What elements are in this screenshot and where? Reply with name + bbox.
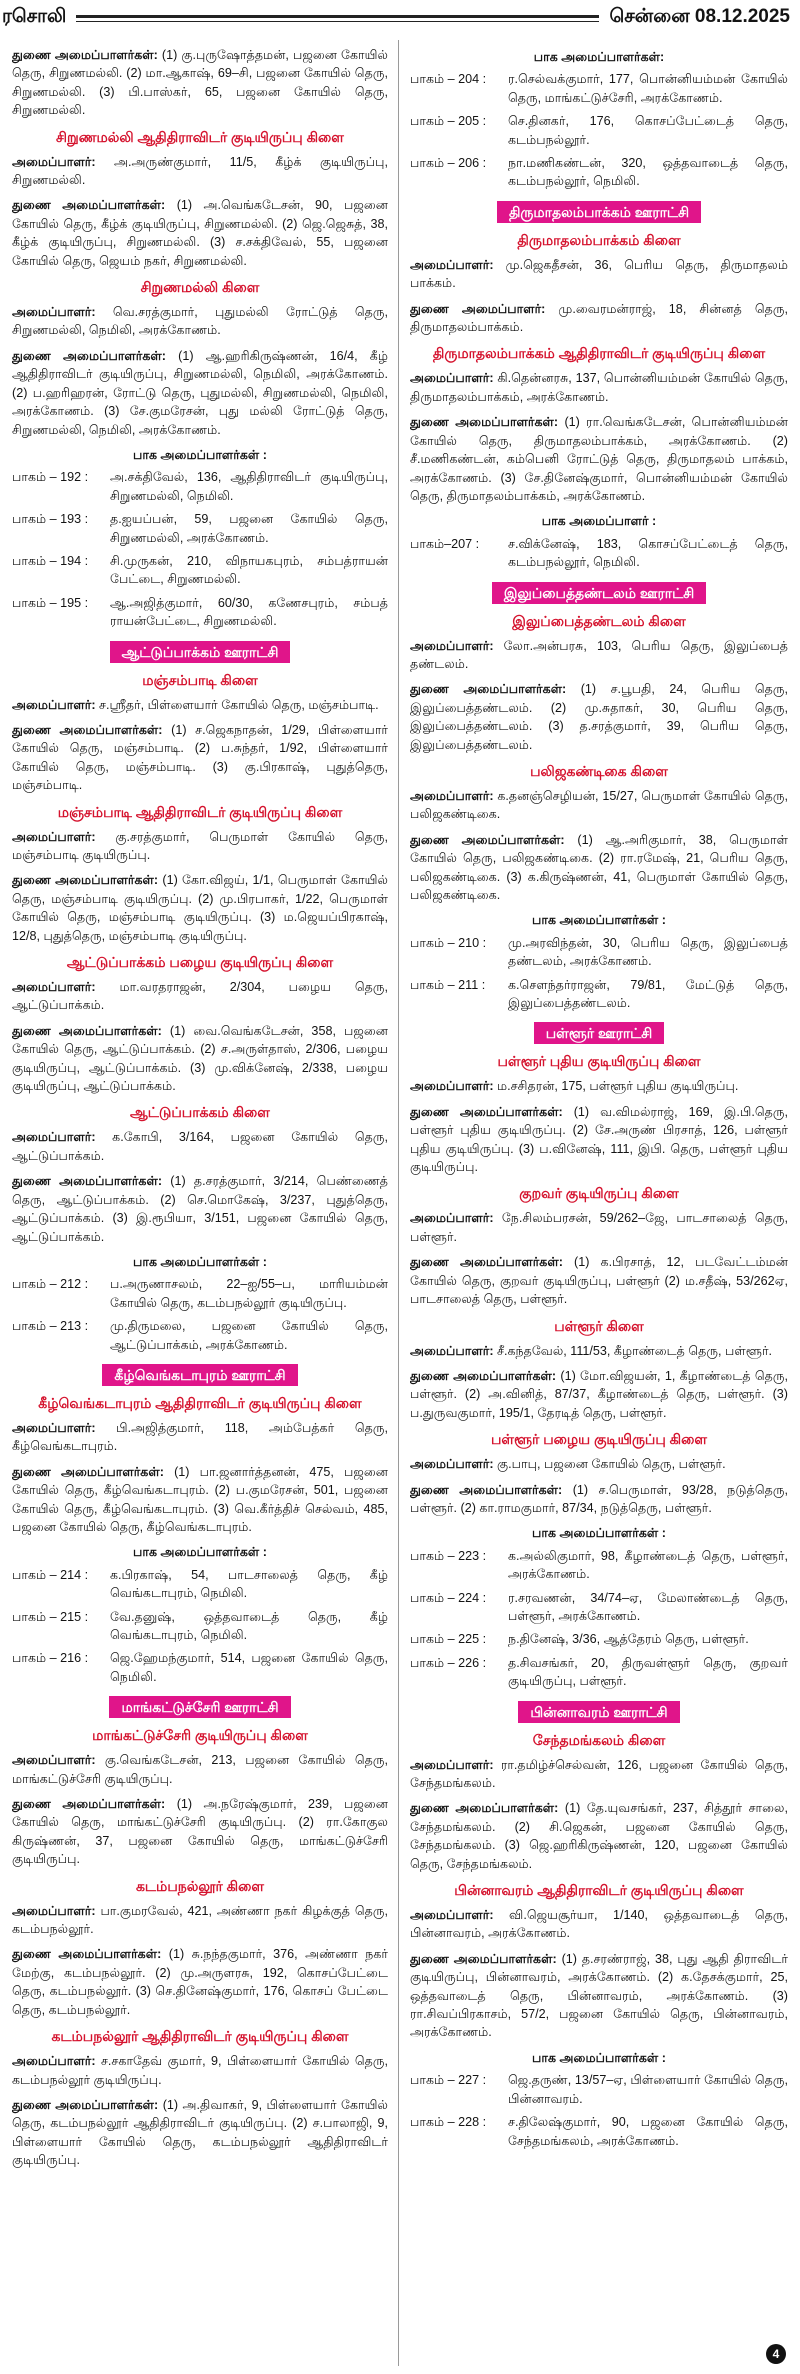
- entry-label: அமைப்பாளர்:: [410, 257, 494, 272]
- booth-organiser: க.சௌந்தர்ராஜன், 79/81, மேட்டுத் தெரு, இலுப்பைத்தண்டலம்.: [508, 977, 788, 1011]
- organiser-entry: [410, 637, 788, 674]
- entry-text: பி.அஜித்குமார், 118, அம்பேத்கர் தெரு, கீழ்வெங்கடாபுரம்.: [12, 1420, 388, 1454]
- booth-number: பாகம் – 224 :: [410, 1590, 487, 1605]
- organiser-entry: [410, 1103, 788, 1177]
- organiser-entry: [12, 1751, 388, 1788]
- branch-heading: பலிஜகண்டிகை கிளை: [530, 762, 668, 779]
- entry-label: அமைப்பாளர்:: [12, 1753, 96, 1768]
- column-divider: [398, 40, 399, 2366]
- entry-text: (1) க.பிரசாத், 12, படவேட்டம்மன் கோயில் தெரு, குறவர் குடியிருப்பு, பள்ளூர் (2) ம.சதீஷ், 53/262ஏ, பாடசாலைத் தெரு, பள்ளூர்.: [410, 1255, 788, 1307]
- booth-organiser: ச.விக்னேஷ், 183, கொசப்பேட்டைத் தெரு, கடம்பநல்லூர், நெமிலி.: [508, 536, 788, 570]
- panchayat-heading: பள்ளூர் ஊராட்சி: [534, 1022, 665, 1044]
- panchayat-heading: இலுப்பைத்தண்டலம் ஊராட்சி: [492, 582, 706, 604]
- entry-text: (1) ச.பூபதி, 24, பெரிய தெரு, இலுப்பைத்தண்டலம். (2) மு.சுதாகர், 30, பெரிய தெரு, இலுப்பைத்தண்டலம். (3) த.சரத்குமார், 39, பெரிய தெரு, இலுப்பைத்தண்டலம்.: [410, 682, 788, 752]
- entry-text: அ.அருண்குமார், 11/5, கீழ்க் குடியிருப்பு, சிறுணமல்லி.: [12, 154, 388, 188]
- booth-number: பாகம் – 204 :: [410, 72, 487, 87]
- organiser-entry: [410, 1906, 788, 1943]
- organiser-entry: [410, 1253, 788, 1308]
- panchayat-heading: மாங்கட்டுச்சேரி ஊராட்சி: [109, 1696, 290, 1718]
- booth-organiser: ர.சரவணன், 34/74–ஏ, மேலாண்டைத் தெரு, பள்ளூர், அரக்கோணம்.: [508, 1590, 788, 1623]
- branch-heading: மாங்கட்டுச்சேரி குடியிருப்பு கிளை: [92, 1727, 308, 1744]
- booth-number: பாகம் – 192 :: [12, 470, 89, 485]
- entry-label: துணை அமைப்பாளர்கள்:: [410, 1951, 557, 1966]
- panchayat-heading: ஆட்டுப்பாக்கம் ஊராட்சி: [110, 641, 291, 663]
- booth-number: பாகம் – 214 :: [12, 1567, 89, 1582]
- booth-number: பாகம் – 195 :: [12, 595, 89, 610]
- organiser-entry: [410, 413, 788, 505]
- entry-text: க.கோபி, 3/164, பஜனை கோயில் தெரு, ஆட்டுப்பாக்கம்.: [12, 1130, 388, 1163]
- organiser-entry: [12, 978, 388, 1015]
- entry-text: (1) ச.ஜெகநாதன், 1/29, பிள்ளையார் கோயில் தெரு, மஞ்சம்பாடி. (2) ப.சுந்தர், 1/92, பிள்ளையார் கோயில் தெரு, மஞ்சம்பாடி. (3) கு.பிரகாஷ், புதுத்தெரு, மஞ்சம்பாடி.: [12, 722, 388, 793]
- branch-heading: மஞ்சம்பாடி ஆதிதிராவிடர் குடியிருப்பு கிளை: [57, 803, 343, 820]
- branch-heading: மஞ்சம்பாடி கிளை: [142, 671, 258, 688]
- entry-text: (1) அ.நரேஷ்குமார், 239, பஜனை கோயில் தெரு, மாங்கட்டுச்சேரி குடியிருப்பு. (2) ரா.கோகுல கிருஷ்ணன், 37, பஜனை கோயில் தெரு, மாங்கட்டுச்சேரி குடியிருப்பு.: [12, 1797, 388, 1867]
- panchayat-heading: திருமாதலம்பாக்கம் ஊராட்சி: [497, 201, 701, 223]
- booth-organiser: ஜெ.தருண், 13/57–ஏ, பிள்ளையார் கோயில் தெரு, பின்னாவரம்.: [508, 2073, 788, 2106]
- booth-organiser: ஆ.அஜித்குமார், 60/30, கணேசபுரம், சம்பத் ராயன்பேட்டை, சிறுணமல்லி.: [110, 595, 388, 629]
- booth-number: பாகம் – 205 :: [410, 114, 487, 129]
- entry-text: கு.பாபு, பஜனை கோயில் தெரு, பள்ளூர்.: [497, 1457, 726, 1472]
- entry-label: துணை அமைப்பாளர்கள்:: [410, 1368, 557, 1383]
- organiser-entry: [410, 1342, 788, 1360]
- booth-number: பாகம் – 216 :: [12, 1651, 89, 1666]
- entry-label: அமைப்பாளர்:: [410, 1908, 494, 1923]
- branch-heading: பள்ளூர் புதிய குடியிருப்பு கிளை: [497, 1053, 701, 1070]
- booth-organiser-row: [410, 1589, 788, 1626]
- booth-organiser-row: [12, 594, 388, 631]
- booth-organisers-heading: பாக அமைப்பாளர்கள் :: [532, 1526, 666, 1541]
- booth-organiser: மு.திருமலை, பஜனை கோயில் தெரு, ஆட்டுப்பாக்கம், அரக்கோணம்.: [110, 1319, 388, 1352]
- organiser-entry: [12, 1022, 388, 1096]
- booth-organiser-row: [12, 510, 388, 547]
- booth-organisers-heading: பாக அமைப்பாளர் :: [541, 514, 657, 529]
- entry-text: க.தனஞ்செழியன், 15/27, பெருமாள் கோயில் தெரு, பலிஜகண்டிகை.: [410, 788, 788, 822]
- organiser-entry: [12, 828, 388, 865]
- organiser-entry: [410, 1799, 788, 1873]
- booth-number: பாகம் – 213 :: [12, 1319, 89, 1334]
- booth-organiser-row: [12, 552, 388, 589]
- entry-label: துணை அமைப்பாளர்கள்:: [12, 1464, 164, 1479]
- organiser-entry: [12, 1128, 388, 1165]
- entry-label: அமைப்பாளர்:: [410, 1079, 494, 1094]
- booth-organiser: நா.மணிகண்டன், 320, ஒத்தவாடைத் தெரு, கடம்பநல்லூர், நெமிலி.: [508, 156, 788, 189]
- entry-text: மா.வரதராஜன், 2/304, பழைய தெரு, ஆட்டுப்பாக்கம்.: [12, 980, 388, 1013]
- organiser-entry: [12, 1902, 388, 1939]
- entry-label: அமைப்பாளர்:: [410, 1457, 494, 1472]
- branch-heading: சிறுணமல்லி ஆதிதிராவிடர் குடியிருப்பு கிளை: [56, 128, 344, 145]
- organiser-entry: [410, 680, 788, 754]
- entry-label: துணை அமைப்பாளர்கள்:: [12, 1797, 166, 1812]
- entry-text: சீ.கந்தவேல், 111/53, கீழாண்டைத் தெரு, பள்ளூர்.: [497, 1343, 773, 1358]
- entry-text: பா.குமரவேல், 421, அண்ணா நகர் கிழக்குத் தெரு, கடம்பநல்லூர்.: [12, 1903, 388, 1937]
- entry-label: அமைப்பாளர்:: [12, 154, 96, 169]
- booth-number: பாகம் – 223 :: [410, 1548, 487, 1563]
- entry-text: மு.வைரமன்ராஜ், 18, சின்னத் தெரு, திருமாதலம்பாக்கம்.: [410, 301, 788, 335]
- entry-label: துணை அமைப்பாளர்கள்:: [12, 2097, 159, 2112]
- branch-heading: பின்னாவரம் ஆதிதிராவிடர் குடியிருப்பு கிளை: [454, 1882, 744, 1899]
- entry-text: ச.சகாதேவ் குமார், 9, பிள்ளையார் கோயில் தெரு, கடம்பநல்லூர் குடியிருப்பு.: [12, 2054, 388, 2087]
- booth-organiser-row: [12, 1566, 388, 1603]
- organiser-entry: [410, 1209, 788, 1246]
- entry-text: வெ.சரத்குமார், புதுமல்லி ரோட்டுத் தெரு, சிறுணமல்லி, நெமிலி, அரக்கோணம்.: [12, 305, 388, 338]
- organiser-entry: [410, 1950, 788, 2042]
- booth-organisers-heading: பாக அமைப்பாளர்கள் :: [133, 1254, 267, 1269]
- organiser-entry: [12, 1945, 388, 2019]
- entry-label: அமைப்பாளர்:: [12, 305, 96, 320]
- organiser-entry: [12, 196, 388, 270]
- entry-text: (1) ஆ.அரிகுமார், 38, பெருமாள் கோயில் தெரு, பலிஜகண்டிகை. (2) ரா.ரமேஷ், 21, பெரிய தெரு, பலிஜகண்டிகை. (3) க.கிருஷ்ணன், 41, பெருமாள் கோயில் தெரு, பலிஜகண்டிகை.: [410, 832, 788, 902]
- entry-text: நே.சிலம்பரசன், 59/262–ஜே, பாடசாலைத் தெரு, பள்ளூர்.: [410, 1211, 788, 1244]
- booth-organiser: த.சிவசங்கர், 20, திருவள்ளூர் தெரு, குறவர் குடியிருப்பு, பள்ளூர்.: [508, 1655, 788, 1689]
- booth-organisers-heading: பாக அமைப்பாளர்கள் :: [532, 2050, 666, 2065]
- booth-organisers-heading: பாக அமைப்பாளர்கள் :: [133, 1545, 267, 1560]
- entry-text: (1) அ.திவாகர், 9, பிள்ளையார் கோயில் தெரு, கடம்பநல்லூர் ஆதிதிராவிடர் குடியிருப்பு. (2) ச.பாலாஜி, 9, பிள்ளையார் கோயில் தெரு, கடம்பநல்லூர் ஆதிதிராவிடர் குடியிருப்பு.: [12, 2097, 388, 2168]
- booth-organiser: ப.அருணாசலம், 22–ஐ/55–ப, மாரியம்மன் கோயில் தெரு, கடம்பநல்லூர் குடியிருப்பு.: [110, 1277, 388, 1310]
- booth-organiser-row: [12, 468, 388, 505]
- masthead-title: ரசொலி: [2, 6, 67, 27]
- panchayat-heading: பின்னாவரம் ஊராட்சி: [518, 1701, 679, 1723]
- entry-label: துணை அமைப்பாளர்கள்:: [12, 1174, 163, 1189]
- branch-heading: கடம்பநல்லூர் ஆதிதிராவிடர் குடியிருப்பு கிளை: [51, 2028, 349, 2045]
- entry-label: அமைப்பாளர்:: [410, 371, 494, 386]
- entry-label: அமைப்பாளர்:: [12, 1903, 96, 1918]
- entry-label: துணை அமைப்பாளர்கள்:: [410, 1801, 559, 1816]
- organiser-entry: [410, 1481, 788, 1518]
- booth-organiser-row: [12, 1275, 388, 1312]
- page-number: 4: [766, 2344, 786, 2364]
- organiser-entry: [410, 300, 788, 337]
- newspaper-masthead: [0, 0, 800, 36]
- entry-label: துணை அமைப்பாளர்கள்:: [410, 1255, 563, 1270]
- entry-label: அமைப்பாளர்:: [410, 638, 494, 653]
- entry-text: மு.ஜெகதீசன், 36, பெரிய தெரு, திருமாதலம் பாக்கம்.: [410, 257, 788, 291]
- booth-number: பாகம் – 193 :: [12, 512, 89, 527]
- booth-organiser-row: [410, 1654, 788, 1691]
- booth-organiser-row: [410, 2071, 788, 2108]
- booth-organiser-row: [410, 934, 788, 971]
- booth-organiser-row: [12, 1649, 388, 1686]
- booth-organiser: க.அல்லிகுமார், 98, கீழாண்டைத் தெரு, பள்ளூர், அரக்கோணம்.: [508, 1548, 788, 1582]
- entry-label: அமைப்பாளர்:: [410, 788, 494, 803]
- entry-label: துணை அமைப்பாளர்கள்:: [410, 832, 565, 847]
- entry-label: அமைப்பாளர்:: [12, 1420, 96, 1435]
- booth-organiser: மு.அரவிந்தன், 30, பெரிய தெரு, இலுப்பைத் தண்டலம், அரக்கோணம்.: [508, 935, 788, 969]
- branch-heading: குறவர் குடியிருப்பு கிளை: [519, 1185, 679, 1202]
- branch-heading: பள்ளூர் கிளை: [554, 1317, 644, 1334]
- branch-heading: பள்ளூர் பழைய குடியிருப்பு கிளை: [490, 1431, 707, 1448]
- entry-label: அமைப்பாளர்:: [12, 980, 96, 995]
- booth-organisers-heading: பாக அமைப்பாளர்கள்:: [533, 50, 665, 64]
- booth-number: பாகம் – 194 :: [12, 553, 89, 568]
- booth-organiser: சி.முருகன், 210, விநாயகபுரம், சம்பத்ராயன் பேட்டை, சிறுணமல்லி.: [110, 553, 388, 587]
- branch-heading: கீழ்வெங்கடாபுரம் ஆதிதிராவிடர் குடியிருப்பு கிளை: [38, 1394, 362, 1411]
- entry-label: அமைப்பாளர்:: [12, 829, 96, 844]
- booth-organiser-row: [410, 112, 788, 149]
- branch-heading: திருமாதலம்பாக்கம் கிளை: [517, 231, 681, 248]
- entry-text: (1) த.சரண்ராஜ், 38, புது ஆதி திராவிடர் குடியிருப்பு, பின்னாவரம், அரக்கோணம். (2) க.தேசக்குமார், 25, ஒத்தவாடைத் தெரு, பின்னாவரம், அரக்கோணம். (3) ரா.சிவப்பிரகாசம், 57/2, பஜனை கோயில் தெரு, பின்னாவரம், அரக்கோணம்.: [410, 1951, 788, 2040]
- organiser-entry: [410, 787, 788, 824]
- entry-text: (1) பா.ஜனார்த்தனன், 475, பஜனை கோயில் தெரு, கீழ்வெங்கடாபுரம். (2) ப.குமரேசன், 501, பஜனை கோயில் தெரு, கீழ்வெங்கடாபுரம். (3) வெ.கீர்த்திச் செல்வம், 485, பஜனை கோயில் தெரு, கீழ்வெங்கடாபுரம்.: [12, 1464, 388, 1534]
- booth-organiser-row: [410, 1630, 788, 1648]
- booth-organiser-row: [410, 2113, 788, 2150]
- organiser-entry: [12, 347, 388, 439]
- organiser-entry: [12, 2052, 388, 2089]
- entry-label: அமைப்பாளர்:: [410, 1757, 494, 1772]
- organiser-entry: [12, 2096, 388, 2170]
- entry-text: (1) சு.நந்தகுமார், 376, அண்ணா நகர் மேற்கு, கடம்பநல்லூர். (2) மு.அருளரசு, 192, கொசப்பேட்டை தெரு, கடம்பநல்லூர். (3) செ.தினேஷ்குமார், 176, கொசப் பேட்டை தெரு, கடம்பநல்லூர்.: [12, 1947, 388, 2017]
- branch-heading: ஆட்டுப்பாக்கம் பழைய குடியிருப்பு கிளை: [66, 954, 334, 971]
- organiser-entry: [12, 303, 388, 340]
- booth-organiser-row: [410, 1547, 788, 1584]
- booth-organiser-row: [12, 1317, 388, 1354]
- booth-organiser-row: [410, 154, 788, 191]
- entry-text: ரா.தமிழ்ச்செல்வன், 126, பஜனை கோயில் தெரு, சேந்தமங்கலம்.: [410, 1757, 788, 1790]
- entry-text: (1) ரா.வெங்கடேசன், பொன்னியம்மன் கோயில் தெரு, திருமாதலம்பாக்கம், அரக்கோணம். (2) சீ.மணிகண்டன், கம்பெனி ரோட்டுத் தெரு, திருமாதலம் பாக்கம், அரக்கோணம். (3) சே.தினேஷ்குமார், பொன்னியம்மன் கோயில் தெரு, திருமாதலம்பாக்கம், அரக்கோணம்.: [410, 415, 788, 503]
- entry-text: (1) கு.புருஷோத்தமன், பஜனை கோயில் தெரு, சிறுணமல்லி. (2) மா.ஆகாஷ், 69–சி, பஜனை கோயில் தெரு, சிறுணமல்லி. (3) பி.பாஸ்கர், 65, பஜனை கோயில் தெரு, சிறுணமல்லி.: [12, 48, 388, 118]
- entry-label: துணை அமைப்பாளர்கள்:: [12, 348, 166, 363]
- entry-text: (1) வை.வெங்கடேசன், 358, பஜனை கோயில் தெரு, ஆட்டுப்பாக்கம். (2) ச.அருள்தாஸ், 2/306, பழைய குடியிருப்பு, ஆட்டுப்பாக்கம். (3) மு.விக்னேஷ், 2/338, பழைய குடியிருப்பு, ஆட்டுப்பாக்கம்.: [12, 1023, 388, 1094]
- entry-label: துணை அமைப்பாளர்கள்:: [12, 1947, 162, 1962]
- entry-text: (1) கோ.விஜய், 1/1, பெருமாள் கோயில் தெரு, மஞ்சம்பாடி குடியிருப்பு. (2) மு.பிரபாகர், 1/22, பெருமாள் கோயில் தெரு, மஞ்சம்பாடி குடியிருப்பு. (3) ம.ஜெயப்பிரகாஷ், 12/8, புதுத்தெரு, மஞ்சம்பாடி குடியிருப்பு.: [12, 873, 388, 943]
- booth-organiser: ச.திலேஷ்குமார், 90, பஜனை கோயில் தெரு, சேந்தமங்கலம், அரக்கோணம்.: [508, 2115, 788, 2148]
- booth-organiser: அ.சக்திவேல், 136, ஆதிதிராவிடர் குடியிருப்பு, சிறுணமல்லி, நெமிலி.: [110, 470, 388, 503]
- entry-label: துணை அமைப்பாளர்கள்:: [12, 1023, 162, 1038]
- entry-text: (1) த.சரத்குமார், 3/214, பெண்ணைத் தெரு, ஆட்டுப்பாக்கம். (2) செ.மொகேஷ், 3/237, புதுத்தெரு, ஆட்டுப்பாக்கம். (3) இ.ரூபியா, 3/151, பஜனை கோயில் தெரு, ஆட்டுப்பாக்கம்.: [12, 1174, 388, 1244]
- booth-organiser: க.பிரகாஷ், 54, பாடசாலைத் தெரு, கீழ் வெங்கடாபுரம், நெமிலி.: [110, 1567, 388, 1601]
- entry-text: (1) அ.வெங்கடேசன், 90, பஜனை கோயில் தெரு, கீழ்க் குடியிருப்பு, சிறுணமல்லி. (2) ஜெ.ஜெசுத், 38, கீழ்க் குடியிருப்பு, சிறுணமல்லி. (3) ச.சக்திவேல், 55, பஜனை கோயில் தெரு, ஜெயம் நகர், சிறுணமல்லி.: [12, 198, 388, 268]
- organiser-entry: [410, 1756, 788, 1793]
- entry-text: கி.தென்னரசு, 137, பொன்னியம்மன் கோயில் தெரு, திருமாதலம்பாக்கம், அரக்கோணம்.: [410, 371, 788, 404]
- booth-number: பாகம் – 228 :: [410, 2115, 487, 2130]
- entry-label: துணை அமைப்பாளர்:: [410, 301, 546, 316]
- entry-label: துணை அமைப்பாளர்கள்:: [410, 682, 567, 697]
- entry-text: (1) தே.யுவசங்கர், 237, சித்தூர் சாலை, சேந்தமங்கலம். (2) சி.ஜெகன், பஜனை கோயில் தெரு, சேந்தமங்கலம். (3) ஜெ.ஹரிகிருஷ்ணன், 120, பஜனை கோயில் தெரு, சேந்தமங்கலம்.: [410, 1801, 788, 1871]
- organiser-entry: [12, 46, 388, 120]
- entry-label: துணை அமைப்பாளர்கள்:: [410, 415, 559, 430]
- booth-number: பாகம் – 211 :: [410, 977, 486, 992]
- entry-label: அமைப்பாளர்:: [12, 2054, 96, 2069]
- booth-number: பாகம் – 226 :: [410, 1655, 487, 1670]
- organiser-entry: [12, 153, 388, 190]
- branch-heading: சேந்தமங்கலம் கிளை: [532, 1731, 666, 1748]
- organiser-entry: [410, 369, 788, 406]
- entry-label: அமைப்பாளர்:: [12, 697, 96, 712]
- panchayat-heading: கீழ்வெங்கடாபுரம் ஊராட்சி: [102, 1364, 297, 1386]
- organiser-entry: [12, 871, 388, 945]
- entry-label: துணை அமைப்பாளர்கள்:: [410, 1482, 563, 1497]
- entry-text: வி.ஜெயசூர்யா, 1/140, ஒத்தவாடைத் தெரு, பின்னாவரம், அரக்கோணம்.: [410, 1908, 788, 1941]
- entry-label: துணை அமைப்பாளர்கள்:: [410, 1104, 563, 1119]
- booth-number: பாகம் – 206 :: [410, 156, 487, 171]
- left-column: [12, 46, 388, 2362]
- organiser-entry: [410, 1077, 788, 1095]
- organiser-entry: [12, 721, 388, 795]
- right-column: [410, 46, 788, 2336]
- booth-organiser: செ.தினகர், 176, கொசப்பேட்டைத் தெரு, கடம்பநல்லூர்.: [508, 114, 788, 147]
- booth-organiser: ந.தினேஷ், 3/36, ஆத்தேரம் தெரு, பள்ளூர்.: [508, 1632, 749, 1647]
- organiser-entry: [410, 256, 788, 293]
- organiser-entry: [410, 1455, 788, 1473]
- branch-heading: சிறுணமல்லி கிளை: [140, 279, 260, 296]
- booth-organiser-row: [410, 535, 788, 572]
- organiser-entry: [12, 696, 388, 714]
- booth-number: பாகம் – 225 :: [410, 1632, 487, 1647]
- organiser-entry: [410, 831, 788, 905]
- organiser-entry: [12, 1463, 388, 1537]
- entry-text: (1) ச.பெருமாள், 93/28, நடுத்தெரு, பள்ளூர். (2) கா.ராமகுமார், 87/34, நடுத்தெரு, பள்ளூர்.: [410, 1482, 788, 1515]
- organiser-entry: [12, 1795, 388, 1869]
- booth-organiser: த.ஐயப்பன், 59, பஜனை கோயில் தெரு, சிறுணமல்லி, அரக்கோணம்.: [110, 512, 388, 545]
- booth-organiser-row: [12, 1608, 388, 1645]
- branch-heading: ஆட்டுப்பாக்கம் கிளை: [130, 1104, 270, 1121]
- entry-text: கு.சரத்குமார், பெருமாள் கோயில் தெரு, மஞ்சம்பாடி குடியிருப்பு.: [12, 829, 388, 862]
- masthead-city-date: சென்னை 08.12.2025: [609, 6, 790, 27]
- branch-heading: கடம்பநல்லூர் கிளை: [135, 1877, 265, 1894]
- booth-number: பாகம் – 210 :: [410, 935, 487, 950]
- entry-text: (1) வ.விமல்ராஜ், 169, இ.பி.தெரு, பள்ளூர் புதிய குடியிருப்பு. (2) சே.அருண் பிரசாத், 126, பள்ளூர் புதிய குடியிருப்பு. (3) ப.வினேஷ், 111, இபி. தெரு, பள்ளூர் புதிய குடியிருப்பு.: [410, 1104, 788, 1175]
- booth-organiser: ர.செல்வக்குமார், 177, பொன்னியம்மன் கோயில் தெரு, மாங்கட்டுச்சேரி, அரக்கோணம்.: [508, 72, 788, 105]
- organiser-entry: [410, 1367, 788, 1422]
- booth-number: பாகம் – 227 :: [410, 2073, 487, 2088]
- entry-label: துணை அமைப்பாளர்கள்:: [12, 198, 166, 213]
- branch-heading: திருமாதலம்பாக்கம் ஆதிதிராவிடர் குடியிருப்பு கிளை: [432, 345, 766, 362]
- entry-text: கு.வெங்கடேசன், 213, பஜனை கோயில் தெரு, மாங்கட்டுச்சேரி குடியிருப்பு.: [12, 1753, 388, 1786]
- booth-organiser: வே.தனுஷ், ஒத்தவாடைத் தெரு, கீழ் வெங்கடாபுரம், நெமிலி.: [110, 1609, 388, 1642]
- entry-label: அமைப்பாளர்:: [12, 1130, 96, 1145]
- entry-text: ம.சசிதரன், 175, பள்ளூர் புதிய குடியிருப்பு.: [497, 1079, 739, 1094]
- entry-text: லோ.அன்பரசு, 103, பெரிய தெரு, இலுப்பைத் தண்டலம்.: [410, 638, 788, 671]
- branch-heading: இலுப்பைத்தண்டலம் கிளை: [512, 612, 686, 629]
- masthead-rule: [76, 15, 599, 22]
- booth-organiser: ஜெ.ஹேமந்குமார், 514, பஜனை கோயில் தெரு, நெமிலி.: [110, 1651, 388, 1684]
- entry-label: துணை அமைப்பாளர்கள்:: [12, 873, 159, 888]
- organiser-entry: [12, 1419, 388, 1456]
- booth-organiser-row: [410, 70, 788, 107]
- entry-label: அமைப்பாளர்:: [410, 1343, 494, 1358]
- booth-number: பாகம் – 212 :: [12, 1277, 89, 1292]
- organiser-entry: [12, 1172, 388, 1246]
- entry-text: ச.ஸ்ரீதர், பிள்ளையார் கோயில் தெரு, மஞ்சம்பாடி.: [99, 697, 379, 712]
- booth-organisers-heading: பாக அமைப்பாளர்கள் :: [532, 913, 666, 928]
- booth-number: பாகம்–207 :: [410, 536, 480, 551]
- entry-label: துணை அமைப்பாளர்கள்:: [12, 48, 158, 62]
- entry-label: அமைப்பாளர்:: [410, 1211, 494, 1226]
- entry-label: துணை அமைப்பாளர்கள்:: [12, 722, 163, 737]
- booth-organisers-heading: பாக அமைப்பாளர்கள் :: [133, 447, 267, 462]
- booth-number: பாகம் – 215 :: [12, 1609, 89, 1624]
- entry-text: (1) மோ.விஜயன், 1, கீழாண்டைத் தெரு, பள்ளூர். (2) அ.வினித், 87/37, கீழாண்டைத் தெரு, பள்ளூர். (3) ப.துருவகுமார், 195/1, தேரடித் தெரு, பள்ளூர்.: [410, 1368, 788, 1420]
- entry-text: (1) ஆ.ஹரிகிருஷ்ணன், 16/4, கீழ் ஆதிதிராவிடர் குடியிருப்பு, சிறுணமல்லி, நெமிலி, அரக்கோணம். (2) ப.ஹரிஹரன், ரோட்டு தெரு, புதுமல்லி, சிறுணமல்லி, நெமிலி, அரக்கோணம். (3) சே.குமரேசன், புது மல்லி ரோட்டுத் தெரு, சிறுணமல்லி, நெமிலி, அரக்கோணம்.: [12, 348, 388, 437]
- booth-organiser-row: [410, 976, 788, 1013]
